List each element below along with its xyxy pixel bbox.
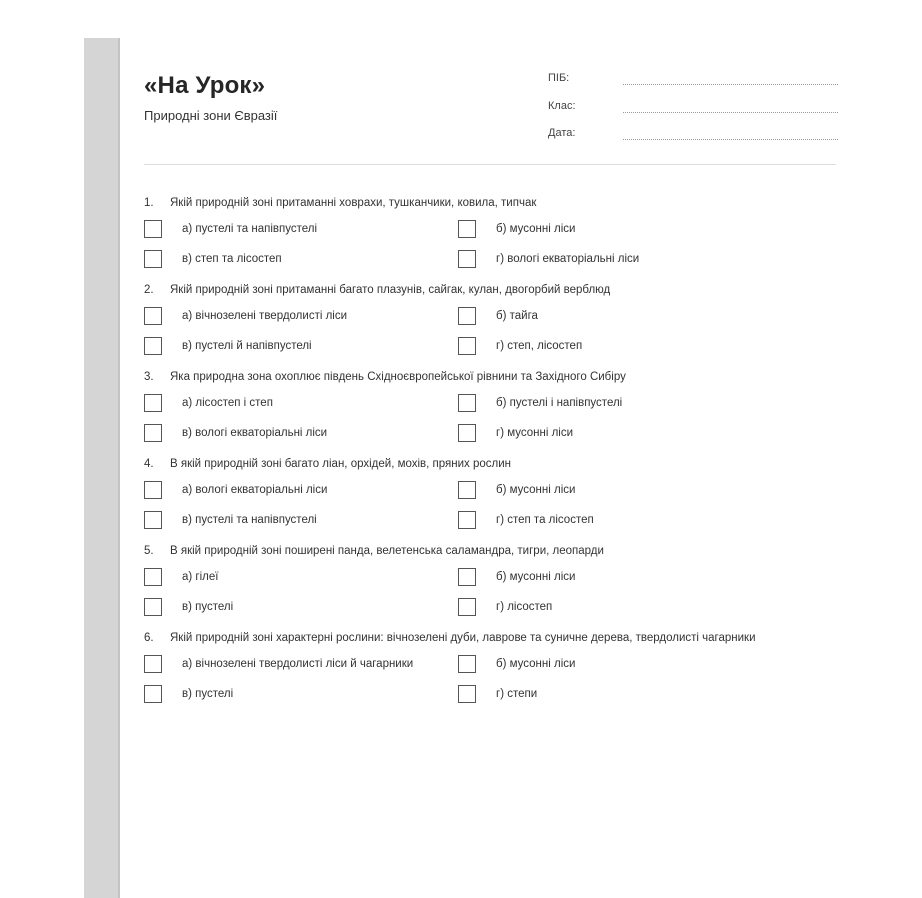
question-text: Якій природній зоні притаманні багато плазунів, сайгак, кулан, двогорбий верблюд (170, 284, 611, 296)
worksheet-subtitle: Природні зони Євразії (144, 108, 278, 123)
name-label: ПІБ: (548, 72, 570, 84)
answer-label: а) вологі екваторіальні ліси (182, 484, 328, 496)
question-number: 3. (144, 371, 154, 383)
answer-checkbox[interactable] (458, 394, 476, 412)
class-line (623, 112, 838, 113)
answer-label: в) степ та лісостеп (182, 253, 282, 265)
answer-checkbox[interactable] (144, 511, 162, 529)
answer-checkbox[interactable] (458, 598, 476, 616)
answer-checkbox[interactable] (458, 307, 476, 325)
answer-checkbox[interactable] (458, 337, 476, 355)
answer-checkbox[interactable] (144, 424, 162, 442)
worksheet-page (120, 38, 922, 898)
brand-title: «На Урок» (144, 72, 266, 99)
answer-label: а) вічнозелені твердолисті ліси й чагарники (182, 658, 414, 670)
answer-checkbox[interactable] (458, 655, 476, 673)
question-text: В якій природній зоні багато ліан, орхідей, мохів, пряних рослин (170, 458, 512, 470)
answer-label: б) мусонні ліси (496, 484, 576, 496)
header-divider (144, 164, 836, 165)
answer-label: а) гілеї (182, 571, 219, 583)
question-2 (144, 283, 836, 357)
answer-label: а) пустелі та напівпустелі (182, 223, 318, 235)
answer-label: б) пустелі і напівпустелі (496, 397, 623, 409)
question-5 (144, 544, 836, 618)
question-4 (144, 457, 836, 531)
answer-checkbox[interactable] (144, 250, 162, 268)
answer-label: б) тайга (496, 310, 538, 322)
answer-label: б) мусонні ліси (496, 571, 576, 583)
question-6 (144, 631, 836, 705)
answer-checkbox[interactable] (458, 250, 476, 268)
answer-checkbox[interactable] (144, 568, 162, 586)
answer-label: в) пустелі (182, 688, 234, 700)
date-line (623, 139, 838, 140)
name-line (623, 84, 838, 85)
answer-checkbox[interactable] (458, 685, 476, 703)
answer-label: а) вічнозелені твердолисті ліси (182, 310, 348, 322)
class-label: Клас: (548, 100, 576, 112)
answer-label: г) вологі екваторіальні ліси (496, 253, 640, 265)
answer-checkbox[interactable] (458, 424, 476, 442)
answer-label: в) пустелі (182, 601, 234, 613)
answer-label: г) степ та лісостеп (496, 514, 594, 526)
answer-checkbox[interactable] (144, 337, 162, 355)
answer-checkbox[interactable] (458, 481, 476, 499)
answer-checkbox[interactable] (458, 511, 476, 529)
answer-label: в) пустелі й напівпустелі (182, 340, 312, 352)
question-number: 6. (144, 632, 154, 644)
answer-label: г) мусонні ліси (496, 427, 574, 439)
answer-checkbox[interactable] (144, 481, 162, 499)
name-field (548, 72, 838, 88)
answer-label: г) лісостеп (496, 601, 553, 613)
question-number: 4. (144, 458, 154, 470)
question-text: В якій природній зоні поширені панда, велетенська саламандра, тигри, леопарди (170, 545, 604, 557)
question-number: 1. (144, 197, 154, 209)
answer-checkbox[interactable] (144, 307, 162, 325)
date-field (548, 127, 838, 143)
question-text: Якій природній зоні притаманні ховрахи, тушканчики, ковила, типчак (170, 197, 537, 209)
answer-label: в) вологі екваторіальні ліси (182, 427, 328, 439)
answer-label: г) степ, лісостеп (496, 340, 583, 352)
question-3 (144, 370, 836, 444)
question-text: Якій природній зоні характерні рослини: вічнозелені дуби, лаврове та суничне дерева, твердолисті чагарники (170, 632, 756, 644)
answer-checkbox[interactable] (144, 220, 162, 238)
question-1 (144, 196, 836, 270)
answer-label: а) лісостеп і степ (182, 397, 273, 409)
answer-checkbox[interactable] (144, 655, 162, 673)
question-number: 2. (144, 284, 154, 296)
answer-checkbox[interactable] (144, 394, 162, 412)
date-label: Дата: (548, 127, 576, 139)
document-left-bar (84, 38, 118, 898)
answer-checkbox[interactable] (144, 598, 162, 616)
answer-label: г) степи (496, 688, 538, 700)
question-number: 5. (144, 545, 154, 557)
answer-label: б) мусонні ліси (496, 658, 576, 670)
question-text: Яка природна зона охоплює південь Східноєвропейської рівнини та Західного Сибіру (170, 371, 626, 383)
answer-checkbox[interactable] (458, 220, 476, 238)
answer-checkbox[interactable] (144, 685, 162, 703)
answer-label: в) пустелі та напівпустелі (182, 514, 317, 526)
class-field (548, 100, 838, 116)
answer-checkbox[interactable] (458, 568, 476, 586)
question-list (144, 196, 836, 718)
answer-label: б) мусонні ліси (496, 223, 576, 235)
